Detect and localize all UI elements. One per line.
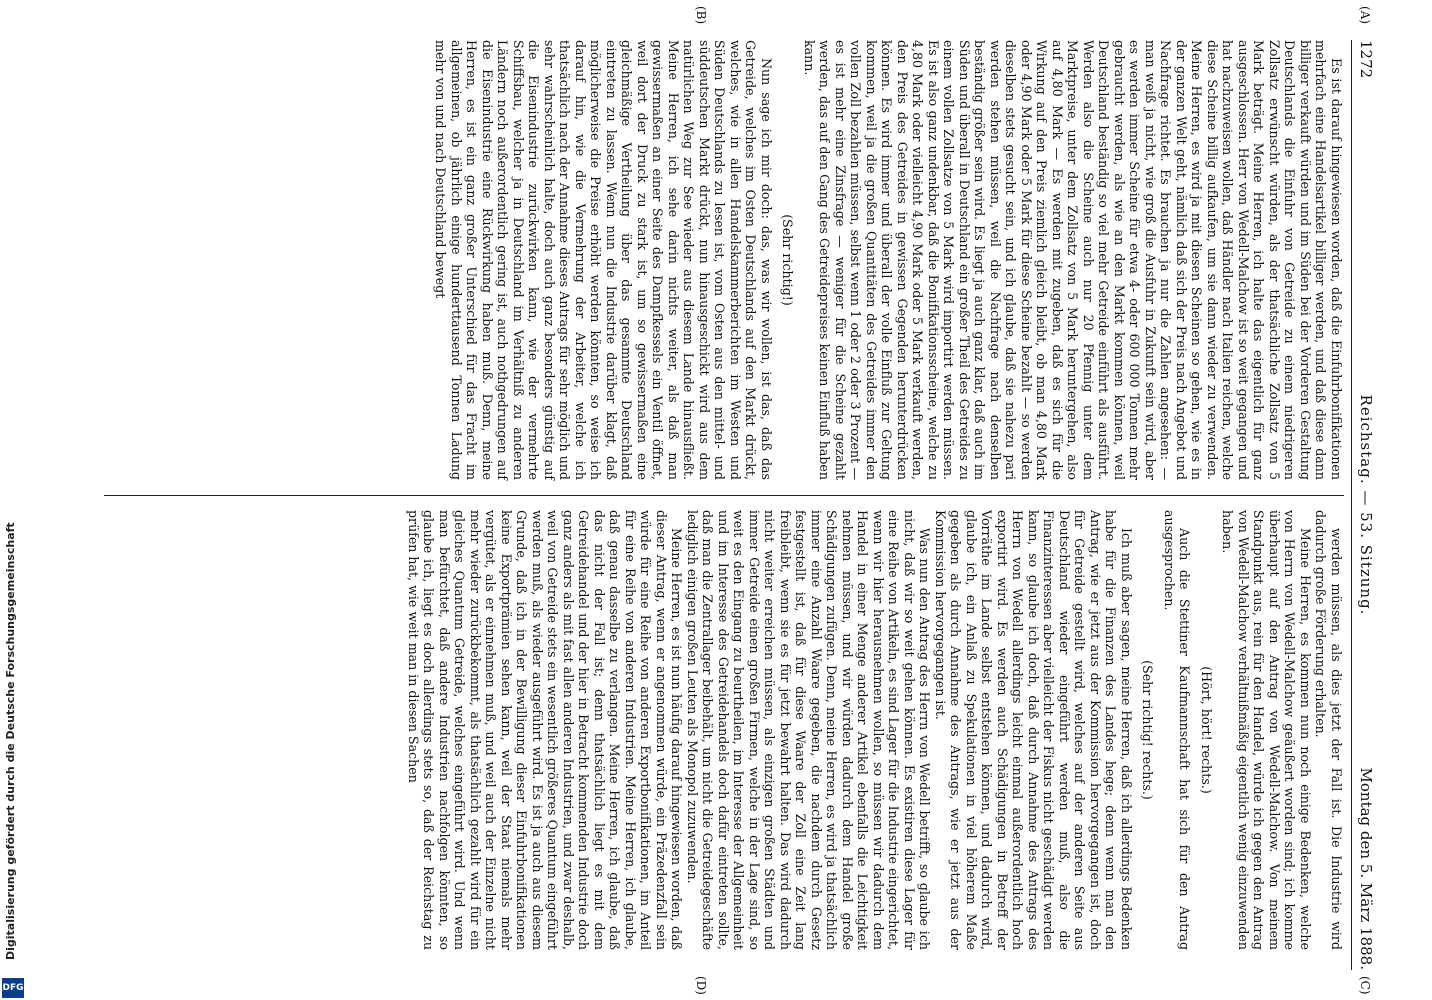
paragraph: Meine Herren, es ist nun häufig darauf hingewiesen worden, daß dieser Antrag, wenn er angenommen würde, ein Präzedenzfall sein würde für eine Reihe von anderen Exportbonifikationen, im Anteil für eine Reihe von anderen Industrien. Meine Herren, ich glaube, daß genau dasselbe zu verlangen. Meine Herren, ich glaube, daß das nicht der Fall ist; denn thatsächlich liegt es mit dem Getreidehandel und der hier in Betracht kommenden Industrie doch ganz anders als mit fast allen anderen Industrien, und zwar deshalb, weil von Getreide stets ein wesentlich größeres Quantum eingeführt werden muß, als wieder ausgeführt wird. Es ist ja auch aus diesem Grunde, daß ich in der Bewilligung dieser Einfuhrbonifikationen keine Exportprämien sehen kann, weil der Staat niemals mehr vergütet, als er einnehmen muß, und weil auch der Einzelne nicht mehr wieder zurückbekommt, als thatsächlich gezahlt wird für ein gleiches Quantum Getreide, welches eingeführt wird. Und wenn man befürchtet, daß andere Industrien nachfolgen könnten, so glaube ich, liegt es doch allerdings stets so, daß der Reichstag zu prüfen hat, wie weit man in diesen Sachen bbox=[406, 510, 685, 950]
page-number: 1272 bbox=[1357, 40, 1375, 79]
paragraph: Es ist darauf hingewiesen worden, daß die Einfuhrbonifikationen mehrfach eine Handelsartikel billiger werden, und daß diese dann billiger verkauft würden und im Süden bei der Vorderen Gestaltung Deutschlands die Einfuhr von Getreide zu einem niedrigeren Zollsatz erwünscht würden, als der thatsächliche Zollsatz von 5 Mark beträgt. Meine Herren, ich halte das eigentlich für ganz ausgeschlossen. Herr von Wedell-Malchow ist so weit gegangen und hat nachzuweisen wollen, daß Händler nach Italien reichen, welche diese Scheine billig aufkaufen, um sie dann wieder zu verwenden. Meine Herren, es wird ja mit diesen Scheinen so gehen, wie es in der ganzen Welt geht, nämlich daß sich der Preis nach Angebot und Nachfrage richtet. Es brauchen ja nur die Zahlen angesehen: — man weiß ja nicht, wie groß die Ausfuhr in Zukunft sein wird, aber es werden immer Scheine für etwa 4- oder 600 000 Tonnen mehr gebraucht werden, als wie an den Markt kommen können, weil Deutschland beständig so viel mehr Getreide einführt als ausführt. Werden also die Scheine auch nur 20 Pfennig unter dem Marktpreise, unter dem Zollsatz von 5 Mark heruntergehen, also auf 4,80 Mark — Es werden mit zugeben, daß es sich für die Wirkung auf den Preis ziemlich gleich bleibt, ob man 4,80 Mark oder 4,90 Mark oder 5 Mark für diese Scheine bezahlt — so werden dieselben stets gesucht sein, und ich glaube, daß sie nahezu pari werden stehen müssen, weil die Nachfrage nach denselben beständig größer sein wird. Es liegt ja auch ganz klar, daß auch im Süden und überall in Deutschland ein großer Theil des Getreides zu einem vollen Zollsatze von 5 Mark wird importirt werden müssen. Es ist also ganz undenkbar, daß die Bonifikationsscheine, welche zu 4,80 Mark oder vielleicht 4,90 Mark oder 5 Mark verkauft werden, den Preis des Getreides in gewissen Gegenden herunterdrücken können. Es wird immer und überall der volle Einfluß zur Geltung kommen, weil ja die großen Quantitäten des Getreides immer den vollen Zoll bezahlen müssen, selbst wenn 1 oder 2 oder 3 Prozent — es ist mehr eine Zinsfrage — weniger für die Scheine gezahlt werden, das auf den Gang des Getreidepreises keinen Einfluß haben kann. bbox=[802, 40, 1344, 480]
interjection: (Sehr richtig!) bbox=[780, 214, 796, 306]
margin-marker-d: (D) bbox=[694, 976, 708, 995]
page-title: Reichstag. — 53. Sitzung. bbox=[1357, 394, 1375, 616]
interjection: (Sehr richtig! rechts.) bbox=[1140, 660, 1156, 800]
page-header bbox=[1350, 40, 1378, 970]
column-divider bbox=[104, 495, 1344, 496]
dfg-logo: DFG bbox=[2, 978, 24, 998]
interjection: (Hört, hört! rechts.) bbox=[1199, 666, 1214, 794]
paragraph: werden müssen, als dies jetzt der Fall ist. Die Industrie wird dadurch große Förderung erhalten. bbox=[1313, 510, 1344, 950]
paragraph: Ich muß aber sagen, meine Herren, daß ich allerdings Bedenken habe für die Finanzen des Landes hege; denn wenn man den Antrag, wie er jetzt aus der Kommission hervorgegangen ist, doch für Getreide gestellt wird, welches auf der anderen Seite aus Deutschland wieder eingeführt werden muß, also die Finanzinteressen aber vielleicht der Fiskus nicht geschädigt werden kann, so glaube ich doch, daß durch Annahme des Antrags des Herrn von Wedell allerdings leicht einmal außerordentlich hoch exportirt wird. Es werden auch Schädigungen in Betreff der Vorräthe im Lande selbst entstehen können, und dadurch wird, glaube ich, ein Anlaß zu Spekulationen in viel höherem Maße gegeben als durch Annahme des Antrags, wie er jetzt aus der Kommission hervorgegangen ist. bbox=[933, 510, 1134, 950]
right-column bbox=[406, 510, 1345, 950]
margin-marker-a: (A) bbox=[1358, 6, 1372, 25]
session-date: Montag den 5. März 1888. bbox=[1357, 767, 1375, 970]
funding-note: Digitalisierung gefördert durch die Deutsche Forschungsgemeinschaft bbox=[4, 522, 17, 960]
rotated-page bbox=[48, 6, 1378, 995]
margin-marker-b: (B) bbox=[694, 6, 708, 25]
paragraph: Was nun den Antrag des Herrn von Wedell betrifft, so glaube ich nicht, daß wir so weit gehen können. Es existiren diese Lager für eine Reihe von Artikeln, es sind Lager für die Industrie eingerichtet, wenn wir hier herausnehmen wollen, so müssen wir dadurch dem Handel in einer Menge anderer Artikel ebenfalls die Leichtigkeit nehmen müssen, und wir würden dadurch dem Handel große Schädigungen zufügen. Denn, meine Herren, es wird ja thatsächlich immer eine Anzahl Waare gegeben, die nachdem durch Gesetz festgestellt ist, daß für diese Waare der Zoll eine Zeit lang freibleibt, wenn sie es für jetzt bewahrt halten. Das wird dadurch nicht weiter erreichen müssen, als einzigen großen Städten und immer Getreide einen großen Firmen, welche in der Lage sind, so weit es den Eingang zu beurtheilen, im Interesse der Allgemeinheit und im Interesse des Getreidehandels doch dafür eintreten sollte, daß man die Zentrallager beibehält, um nicht die Getreidegeschäfte lediglich einigen großen Leuten als Monopol zuzuwenden. bbox=[685, 510, 933, 950]
paragraph: Meine Herren, es kommen nun noch einige Bedenken, welche von Herrn von Wedell-Malchow geäußert worden sind; ich komme überhaupt auf den Antrag von Wedell-Malchow. Von meinem Standpunkt aus, rein für den Handel, würde ich gegen den Antrag von Wedell-Malchow verhältnißmäßig eigentlich wenig einzuwenden haben. bbox=[1220, 510, 1313, 950]
header-rule bbox=[1351, 40, 1352, 970]
margin-marker-c: (C) bbox=[1358, 976, 1372, 995]
left-column bbox=[433, 40, 1344, 480]
paragraph: Auch die Stettiner Kaufmannschaft hat sich für den Antrag ausgesprochen. bbox=[1162, 510, 1193, 950]
paragraph: Nun sage ich mir doch: das, was wir wollen, ist das, daß das Getreide, welches im Osten Deutschlands auf den Markt drückt, welches, wie in allen Handelskammerberichten im Westen und Süden Deutschlands zu lesen ist, vom Osten aus den mittel- und süddeutschen Markt drückt, nun hinausgeschickt wird aus dem natürlichen Weg zur See wieder aus diesem Lande hinausfließt. Meine Herren, ich sehe darin nichts weiter, als daß man gewissermaßen an einer Seite des Dampfkessels ein Ventil öffnet, weil dort der Druck zu stark ist, um so gewissermaßen eine gleichmäßige Vertheilung über das gesammte Deutschland eintreten zu lassen. Wenn nun die Industrie darüber klagt, daß möglicherweise die Preise erhöht werden könnten, so weise ich darauf hin, wie die Vermehrung der Arbeiter, welche ich thatsächlich nach der Annahme dieses Antrags für sehr möglich und sehr wahrscheinlich halte, doch auch ganz besonders günstig auf die Eisenindustrie zurückwirken kann, wie der vermehrte Schiffsbau, welcher ja in Deutschland im Verhältniß zu anderen Ländern noch außerordentlich gering ist, auch nothgedrungen auf die Eisenindustrie eine Rückwirkung haben muß. Denn, meine Herren, es ist ein ganz großer Unterschied für das Fracht im allgemeinen, ob jährlich einige hunderttausend Tonnen Ladung mehr von und nach Deutschland bewegt bbox=[433, 40, 774, 480]
